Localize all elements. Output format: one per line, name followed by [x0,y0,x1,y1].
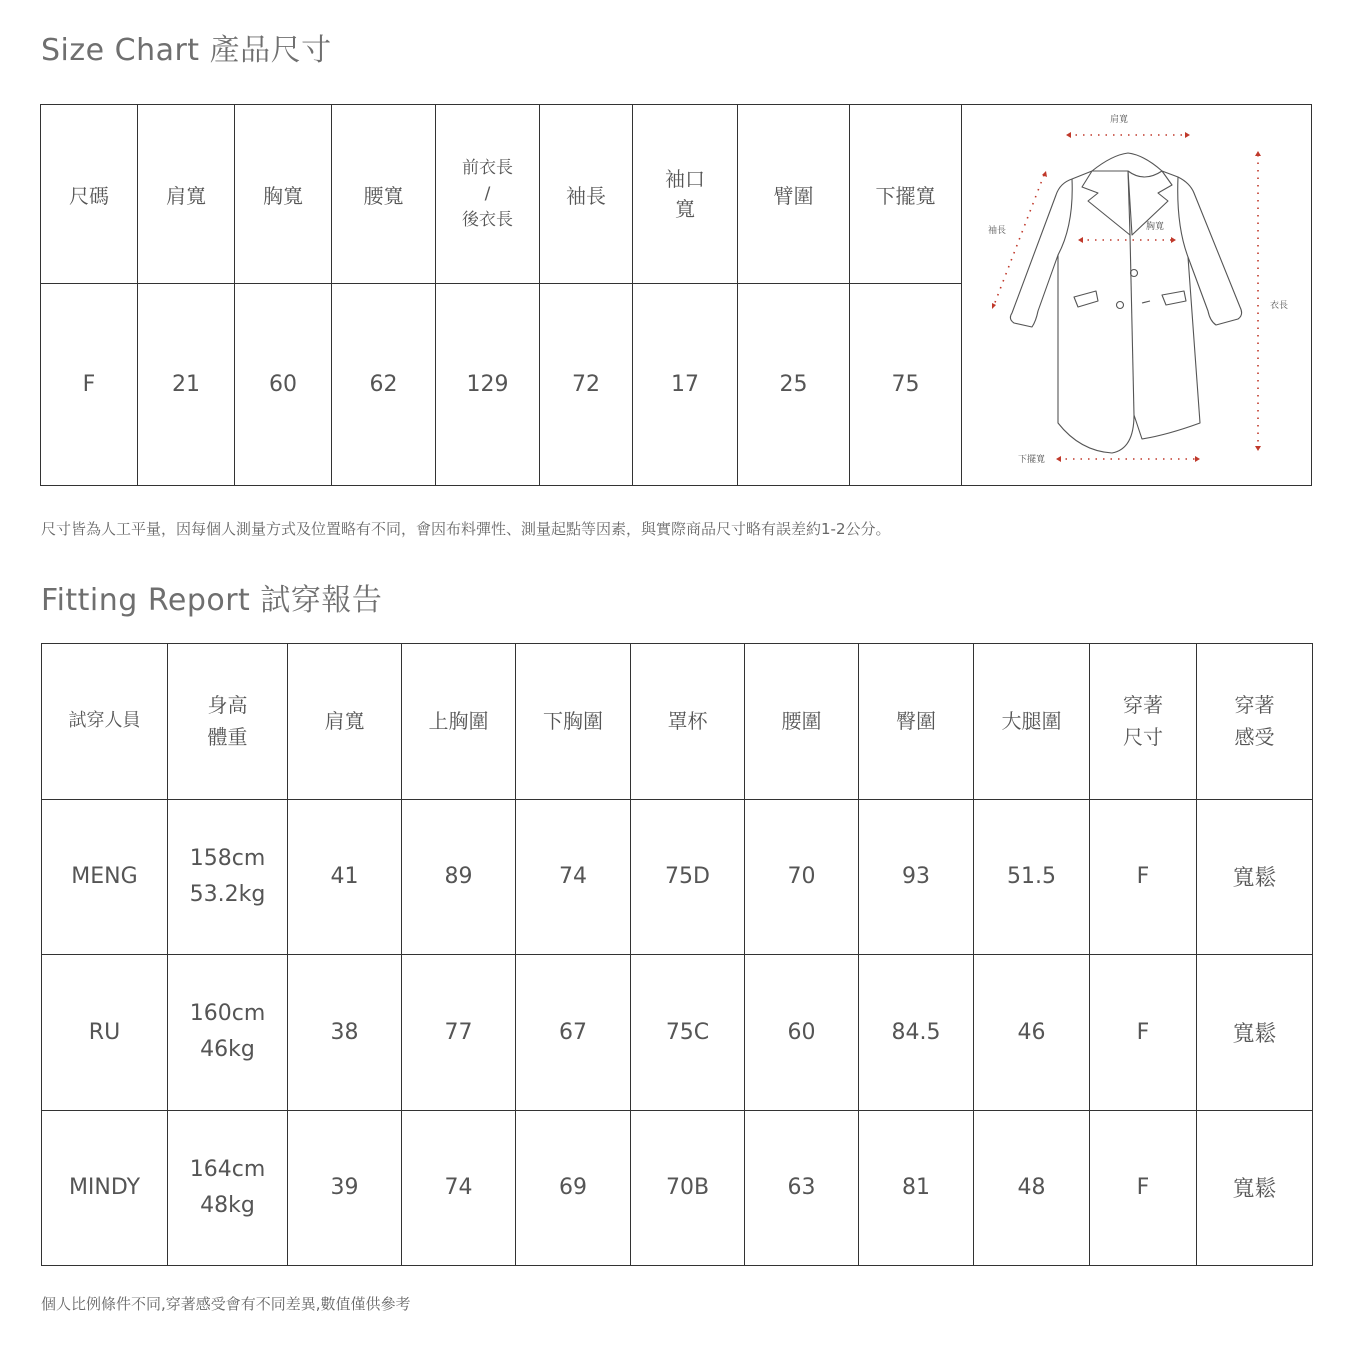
tester-shoulder: 39 [288,1110,402,1266]
header-tester: 試穿人員 [42,644,168,800]
value-waist: 62 [332,284,436,486]
header-height-weight [168,644,288,800]
label-sleeve: 袖長 [988,226,1007,236]
header-size: 尺碼 [41,105,138,284]
header-length-front: 前衣長 [462,158,513,178]
header-waist: 腰圍 [745,644,859,800]
label-length: 衣長 [1270,301,1289,311]
header-shoulder: 肩寬 [138,105,235,284]
tester-waist: 60 [745,955,859,1111]
header-wear-feel-line2: 感受 [1234,725,1275,750]
header-length [436,105,540,284]
table-row [42,955,1313,1111]
coat-diagram-cell [962,105,1312,486]
header-cuff [633,105,738,284]
tester-name: MINDY [42,1110,168,1266]
table-row [42,799,1313,955]
header-wear-size-line1: 穿著 [1123,693,1163,718]
size-chart-table [40,104,1312,486]
tester-feel: 寬鬆 [1197,955,1313,1111]
tester-thigh: 48 [974,1110,1090,1266]
header-shoulder: 肩寬 [288,644,402,800]
tester-name: RU [42,955,168,1111]
fitting-report-title: Fitting Report 試穿報告 [41,583,383,618]
header-wear-feel [1197,644,1313,800]
tester-shoulder: 41 [288,799,402,955]
tester-cup: 70B [631,1110,745,1266]
tester-under-bust: 74 [516,799,631,955]
fitting-report-note: 個人比例條件不同,穿著感受會有不同差異,數值僅供參考 [41,1295,411,1313]
tester-weight: 48kg [200,1192,255,1218]
value-hem: 75 [850,284,962,486]
value-size: F [41,284,138,486]
header-length-back: 後衣長 [462,210,513,230]
coat-left-lapel [1082,171,1130,235]
label-hem: 下擺寬 [1018,455,1046,465]
fitting-report-table [41,643,1313,1266]
header-waist: 腰寬 [332,105,436,284]
header-wear-feel-line1: 穿著 [1234,693,1275,718]
tester-upper-bust: 74 [402,1110,516,1266]
tester-cup: 75C [631,955,745,1111]
tester-under-bust: 69 [516,1110,631,1266]
value-cuff: 17 [633,284,738,486]
header-sleeve: 袖長 [540,105,633,284]
tester-thigh: 46 [974,955,1090,1111]
tester-shoulder: 38 [288,955,402,1111]
header-arm: 臂圍 [738,105,850,284]
size-chart-note: 尺寸皆為人工平量，因每個人測量方式及位置略有不同，會因布料彈性、測量起點等因素，與實際商品尺寸略有誤差約1-2公分。 [41,520,891,538]
coat-right-pocket [1162,291,1186,305]
tester-feel: 寬鬆 [1197,799,1313,955]
tester-height: 158cm [189,845,266,871]
label-chest: 胸寬 [1146,222,1165,232]
header-hip: 臀圍 [859,644,974,800]
coat-button-1 [1131,270,1138,277]
tester-name: MENG [42,799,168,955]
tester-upper-bust: 89 [402,799,516,955]
header-weight: 體重 [207,725,248,750]
tester-height-weight [168,955,288,1111]
guide-sleeve [994,175,1044,305]
header-cuff-line1: 袖口 [665,167,705,191]
tester-under-bust: 67 [516,955,631,1111]
tester-height: 160cm [189,1001,266,1027]
coat-collar [1092,153,1162,171]
label-shoulder: 肩寬 [1110,115,1129,125]
coat-diagram [962,105,1310,485]
tester-height: 164cm [189,1156,266,1182]
coat-left-pocket [1074,291,1098,307]
coat-placket [1130,235,1134,415]
coat-button-2 [1117,302,1124,309]
tester-height-weight [168,799,288,955]
header-height: 身高 [207,693,248,718]
tester-height-weight [168,1110,288,1266]
tester-thigh: 51.5 [974,799,1090,955]
coat-outline [1010,171,1241,453]
value-chest: 60 [235,284,332,486]
tester-hip: 81 [859,1110,974,1266]
tester-hip: 84.5 [859,955,974,1111]
header-chest: 胸寬 [235,105,332,284]
header-cuff-line2: 寬 [675,197,695,221]
header-wear-size-line2: 尺寸 [1123,725,1163,750]
tester-size: F [1090,799,1197,955]
value-sleeve: 72 [540,284,633,486]
table-row [42,1110,1313,1266]
tester-feel: 寬鬆 [1197,1110,1313,1266]
tester-weight: 46kg [200,1037,255,1063]
tester-upper-bust: 77 [402,955,516,1111]
size-chart-title: Size Chart 產品尺寸 [41,33,332,68]
header-wear-size [1090,644,1197,800]
header-cup: 罩杯 [631,644,745,800]
header-upper-bust: 上胸圍 [402,644,516,800]
header-length-slash: / [484,184,491,204]
tester-hip: 93 [859,799,974,955]
tester-waist: 63 [745,1110,859,1266]
header-hem: 下擺寬 [850,105,962,284]
header-under-bust: 下胸圍 [516,644,631,800]
tester-size: F [1090,955,1197,1111]
header-thigh: 大腿圍 [974,644,1090,800]
value-length: 129 [436,284,540,486]
tester-waist: 70 [745,799,859,955]
value-shoulder: 21 [138,284,235,486]
value-arm: 25 [738,284,850,486]
tester-size: F [1090,1110,1197,1266]
tester-weight: 53.2kg [189,881,266,907]
tester-cup: 75D [631,799,745,955]
